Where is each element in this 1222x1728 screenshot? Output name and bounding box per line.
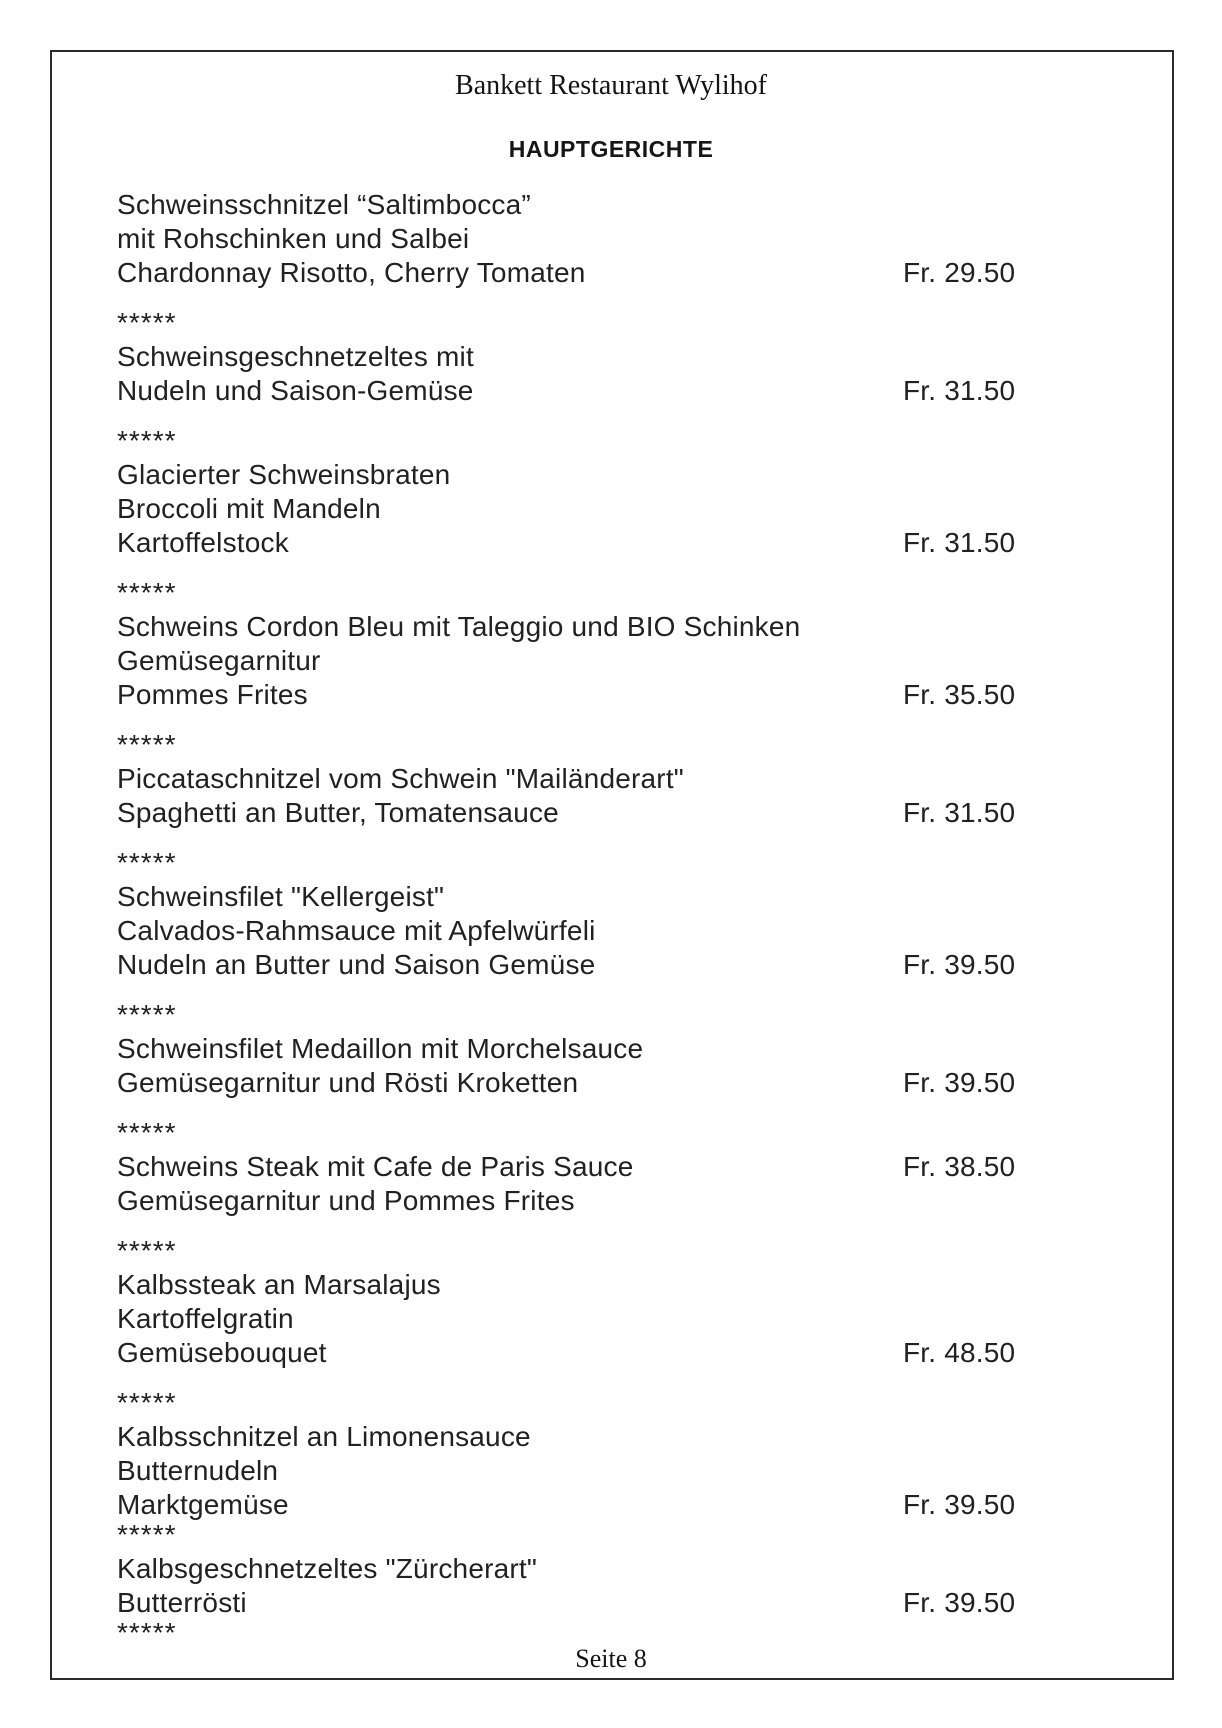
dish-line: Gemüsegarnitur <box>117 645 321 676</box>
item-separator: ***** <box>117 1235 177 1266</box>
menu-item <box>117 880 1016 982</box>
menu-item <box>117 340 1016 408</box>
item-line <box>117 610 1007 644</box>
item-separator: ***** <box>117 1617 177 1648</box>
item-line <box>117 644 1007 678</box>
item-line <box>117 526 1016 560</box>
menu-section-title: HAUPTGERICHTE <box>508 136 714 162</box>
dish-line: Broccoli mit Mandeln <box>117 493 381 524</box>
item-line <box>117 1552 1007 1586</box>
item-separator: ***** <box>117 577 177 608</box>
item-line <box>117 1184 1007 1218</box>
dish-line: Schweinsschnitzel “Saltimbocca” <box>117 189 531 220</box>
price: Fr. 31.50 <box>903 375 1016 406</box>
item-line <box>117 1454 1007 1488</box>
dish-line: Butterrösti <box>117 1587 247 1618</box>
item-line <box>117 340 1007 374</box>
item-line <box>117 762 1007 796</box>
dish-line: Kartoffelstock <box>117 527 289 558</box>
dish-line: Kartoffelgratin <box>117 1303 294 1334</box>
price: Fr. 35.50 <box>903 679 1016 710</box>
price: Fr. 39.50 <box>903 949 1016 980</box>
dish-line: Calvados-Rahmsauce mit Apfelwürfeli <box>117 915 596 946</box>
item-separator: ***** <box>117 847 177 878</box>
item-line <box>117 222 1007 256</box>
item-line <box>117 458 1007 492</box>
dish-line: Gemüsegarnitur und Rösti Kroketten <box>117 1067 579 1098</box>
menu-item <box>117 1552 1016 1620</box>
item-line <box>117 1268 1007 1302</box>
menu-item <box>117 762 1016 830</box>
dish-line: Butternudeln <box>117 1455 279 1486</box>
price: Fr. 29.50 <box>903 257 1016 288</box>
dish-line: Piccataschnitzel vom Schwein "Mailänderart" <box>117 763 684 794</box>
item-line <box>117 796 1016 830</box>
item-line <box>117 1420 1007 1454</box>
dish-line: Glacierter Schweinsbraten <box>117 459 451 490</box>
item-line <box>117 1302 1007 1336</box>
dish-line: Schweinsfilet Medaillon mit Morchelsauce <box>117 1033 644 1064</box>
dish-line: mit Rohschinken und Salbei <box>117 223 470 254</box>
menu-item <box>117 188 1016 290</box>
item-separator: ***** <box>117 1387 177 1418</box>
price: Fr. 31.50 <box>903 527 1016 558</box>
item-separator: ***** <box>117 307 177 338</box>
dish-line: Kalbsgeschnetzeltes "Zürcherart" <box>117 1553 538 1584</box>
item-line <box>117 1066 1016 1100</box>
dish-line: Gemüsegarnitur und Pommes Frites <box>117 1185 575 1216</box>
item-separator: ***** <box>117 425 177 456</box>
dish-line: Marktgemüse <box>117 1489 289 1520</box>
item-line <box>117 1488 1016 1522</box>
price: Fr. 48.50 <box>903 1337 1016 1368</box>
restaurant-name: Bankett Restaurant Wylihof <box>455 70 767 101</box>
price: Fr. 31.50 <box>903 797 1016 828</box>
item-line <box>117 948 1016 982</box>
item-line <box>117 914 1007 948</box>
item-line <box>117 1586 1016 1620</box>
menu-item <box>117 1268 1016 1370</box>
item-line <box>117 1150 1016 1184</box>
menu-item <box>117 1150 1016 1218</box>
item-line <box>117 492 1007 526</box>
price: Fr. 38.50 <box>903 1151 1016 1182</box>
dish-line: Kalbssteak an Marsalajus <box>117 1269 441 1300</box>
dish-line: Chardonnay Risotto, Cherry Tomaten <box>117 257 586 288</box>
item-line <box>117 188 1007 222</box>
item-separator: ***** <box>117 1117 177 1148</box>
menu-item <box>117 1420 1016 1522</box>
item-line <box>117 1336 1016 1370</box>
dish-line: Spaghetti an Butter, Tomatensauce <box>117 797 559 828</box>
dish-line: Pommes Frites <box>117 679 308 710</box>
price: Fr. 39.50 <box>903 1587 1016 1618</box>
item-separator: ***** <box>117 729 177 760</box>
item-line <box>117 374 1016 408</box>
price: Fr. 39.50 <box>903 1489 1016 1520</box>
item-separator: ***** <box>117 1519 177 1550</box>
dish-line: Nudeln an Butter und Saison Gemüse <box>117 949 596 980</box>
dish-line: Schweinsfilet "Kellergeist" <box>117 881 445 912</box>
dish-line: Schweinsgeschnetzeltes mit <box>117 341 474 372</box>
item-separator: ***** <box>117 999 177 1030</box>
menu-list <box>117 188 1016 1650</box>
dish-line: Kalbsschnitzel an Limonensauce <box>117 1421 531 1452</box>
item-line <box>117 678 1016 712</box>
item-line <box>117 1032 1007 1066</box>
menu-item <box>117 458 1016 560</box>
item-line <box>117 256 1016 290</box>
page-number: Seite 8 <box>575 1644 647 1673</box>
price: Fr. 39.50 <box>903 1067 1016 1098</box>
dish-line: Schweins Cordon Bleu mit Taleggio und BIO Schinken <box>117 611 801 642</box>
dish-line: Schweins Steak mit Cafe de Paris Sauce <box>117 1151 634 1182</box>
dish-line: Gemüsebouquet <box>117 1337 327 1368</box>
menu-item <box>117 610 1016 712</box>
item-line <box>117 880 1007 914</box>
menu-item <box>117 1032 1016 1100</box>
dish-line: Nudeln und Saison-Gemüse <box>117 375 474 406</box>
